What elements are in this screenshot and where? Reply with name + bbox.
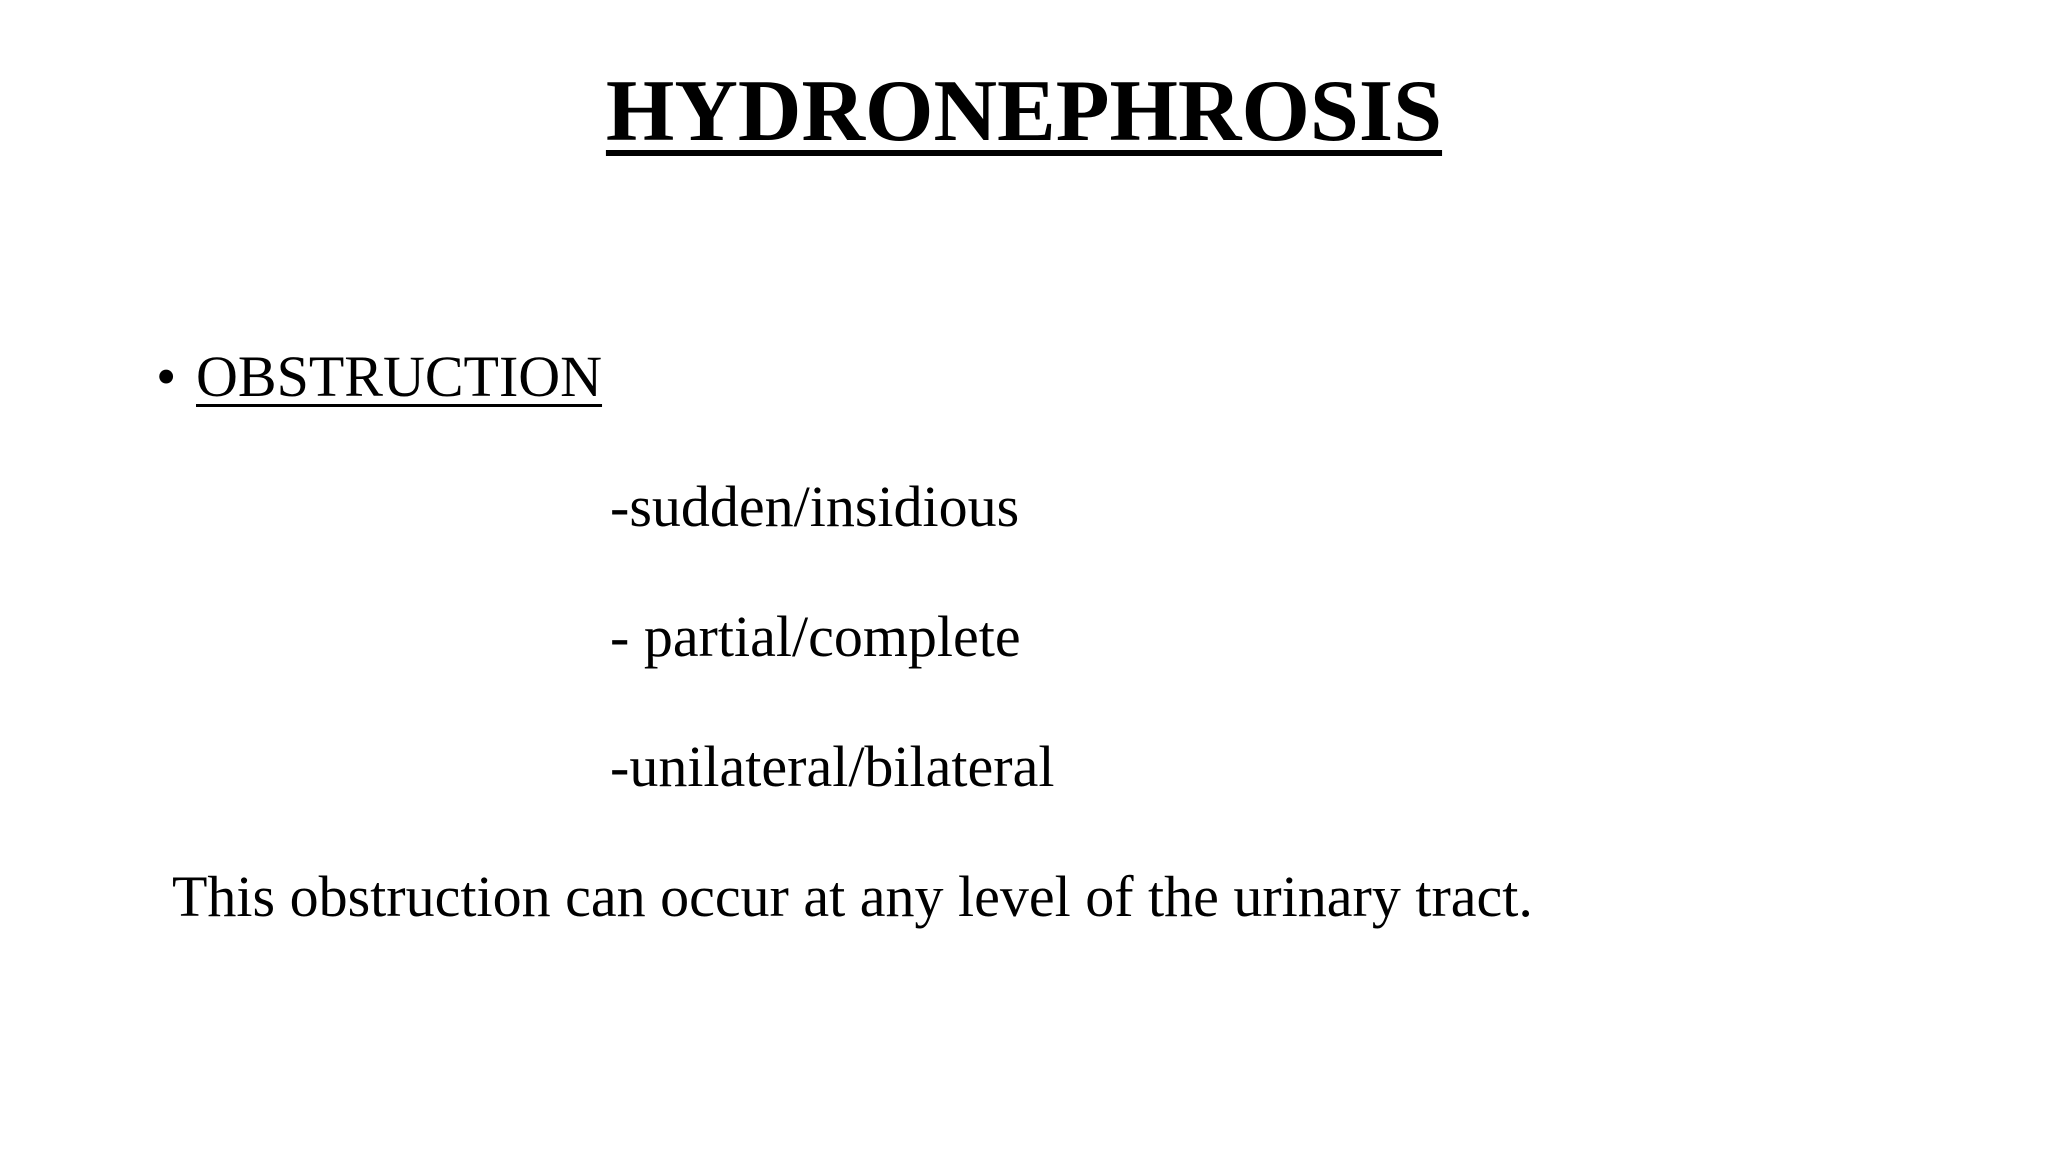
sub-item-sudden-insidious: -sudden/insidious <box>610 474 1020 539</box>
bullet-item-obstruction <box>156 344 602 411</box>
bullet-label: OBSTRUCTION <box>196 344 603 409</box>
sub-item-partial-complete: - partial/complete <box>610 604 1021 669</box>
bullet-icon: • <box>156 344 177 409</box>
slide-title: HYDRONEPHROSIS <box>605 63 1443 160</box>
summary-statement: This obstruction can occur at any level of the urinary tract. <box>172 864 1533 929</box>
sub-item-unilateral-bilateral: -unilateral/bilateral <box>610 734 1055 799</box>
